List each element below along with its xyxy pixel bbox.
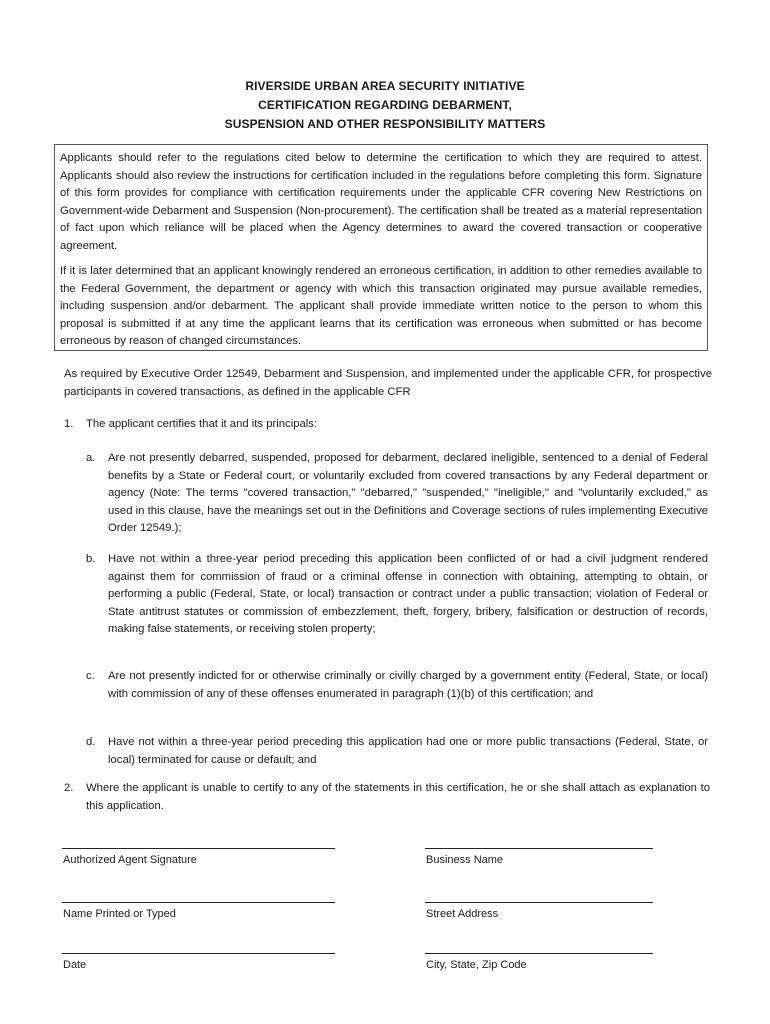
- business-name-label: Business Name: [426, 854, 504, 866]
- title-line-3: SUSPENSION AND OTHER RESPONSIBILITY MATTERS: [224, 117, 546, 131]
- subitem-d-text: Have not within a three-year period preceding this application had one or more public transactions (Federal, State, or local) terminated for cause or default; and: [108, 736, 708, 766]
- business-name-line[interactable]: [425, 848, 653, 849]
- subitem-a-letter: a.: [86, 452, 96, 464]
- city-state-zip-label: City, State, Zip Code: [426, 959, 527, 971]
- street-address-label: Street Address: [426, 908, 499, 920]
- subitem-b-text: Have not within a three-year period preceding this application been conflicted of or had a civil judgment rendered against them for commission of fraud or a criminal offense in connection with obtaining, attempting to obtain, or performing a public (Federal, State, or local) transaction or contract under a public transaction; violation of Federal or State antitrust statutes or commission of embezzlement, theft, forgery, bribery, falsification or destruction of records, making false statements, or receiving stolen property;: [108, 553, 708, 635]
- notice-paragraph-2: If it is later determined that an applicant knowingly rendered an erroneous certification, in addition to other remedies available to the Federal Government, the department or agency with which this transaction originated may pursue available remedies, including suspension and/or debarment. The applicant shall provide immediate written notice to the person to whom this proposal is submitted if at any time the applicant learns that its certification was erroneous when submitted or has become erroneous by reason of changed circumstances.: [60, 265, 702, 347]
- instructions-notice-box: [54, 144, 708, 351]
- document-title: [0, 77, 770, 134]
- subitem-b-letter: b.: [86, 553, 96, 565]
- subitem-c-letter: c.: [86, 670, 95, 682]
- subitem-c-text: Are not presently indicted for or otherwise criminally or civilly charged by a government entity (Federal, State, or local) with commission of any of these offenses enumerated in paragraph (1)(b) of this certification; and: [108, 670, 708, 700]
- item-1-text: The applicant certifies that it and its principals:: [86, 418, 318, 430]
- date-line[interactable]: [62, 953, 335, 954]
- notice-paragraph-1: Applicants should refer to the regulations cited below to determine the certification to which they are required to attest. Applicants should also review the instructions for certification included in the regulations before completing this form. Signature of this form provides for compliance with certification requirements under the applicable CFR covering New Restrictions on Government-wide Debarment and Suspension (Non-procurement). The certification shall be treated as a material representation of fact upon which reliance will be placed when the Agency determines to award the covered transaction or cooperative agreement.: [60, 152, 702, 252]
- title-line-1: RIVERSIDE URBAN AREA SECURITY INITIATIVE: [245, 79, 525, 93]
- name-printed-line[interactable]: [62, 902, 335, 903]
- name-printed-label: Name Printed or Typed: [63, 908, 176, 920]
- intro-paragraph: As required by Executive Order 12549, Debarment and Suspension, and implemented under the applicable CFR, for prospective participants in covered transactions, as defined in the applicable CFR: [64, 368, 712, 398]
- item-2-number: 2.: [64, 782, 74, 794]
- subitem-a-text: Are not presently debarred, suspended, proposed for debarment, declared ineligible, sentenced to a denial of Federal benefits by a State or Federal court, or voluntarily excluded from covered transactions by any Federal department or agency (Note: The terms "covered transaction," "debarred," "suspended," "ineligible," and "voluntarily excluded," as used in this clause, have the meanings set out in the Definitions and Coverage sections of rules implementing Executive Order 12549.);: [108, 452, 708, 534]
- subitem-d-letter: d.: [86, 736, 96, 748]
- date-label: Date: [63, 959, 87, 971]
- item-1-number: 1.: [64, 418, 74, 430]
- authorized-agent-signature-line[interactable]: [62, 848, 335, 849]
- title-line-2: CERTIFICATION REGARDING DEBARMENT,: [258, 98, 512, 112]
- city-state-zip-line[interactable]: [425, 953, 653, 954]
- authorized-agent-signature-label: Authorized Agent Signature: [63, 854, 197, 866]
- item-2-text: Where the applicant is unable to certify to any of the statements in this certification, he or she shall attach as explanation to this application.: [86, 782, 710, 812]
- street-address-line[interactable]: [425, 902, 653, 903]
